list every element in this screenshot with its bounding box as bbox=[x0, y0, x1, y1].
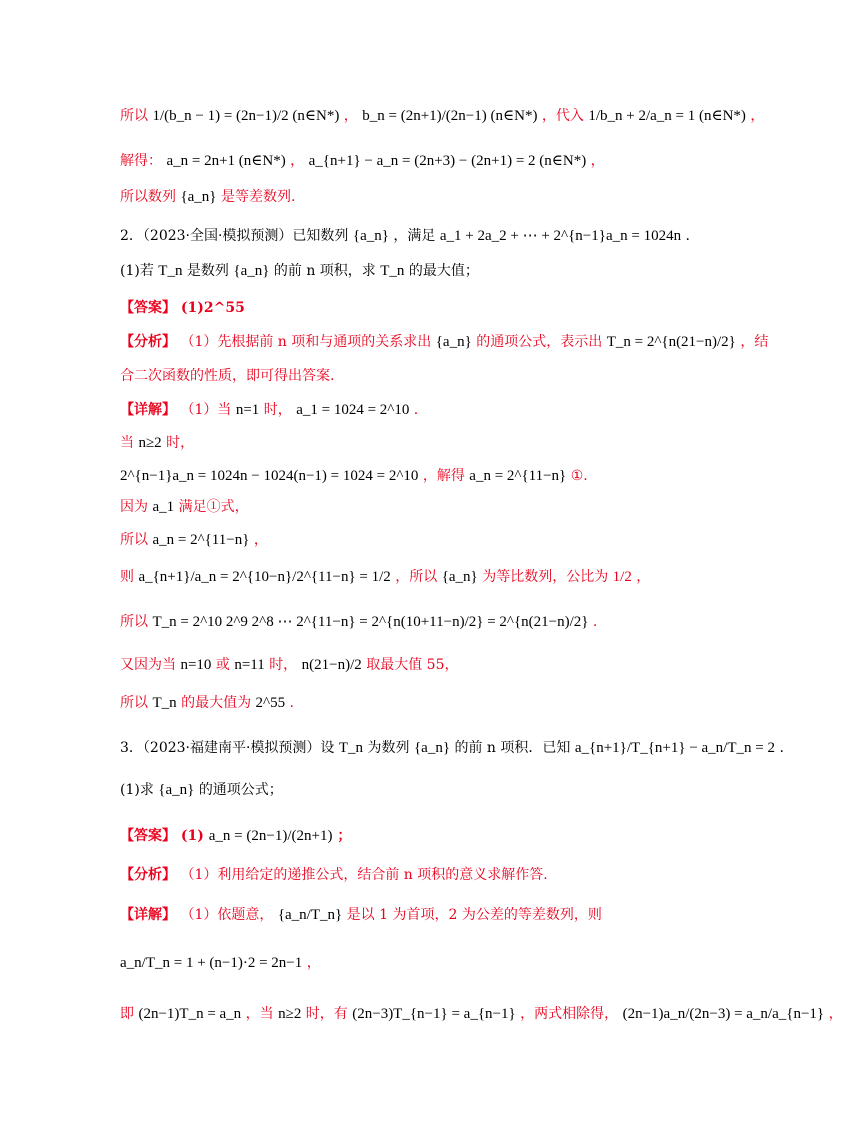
detail-q2-line-6: 则 a_{n+1}/a_n = 2^{10−n}/2^{11−n} = 1/2 ，所以 {a_n} 为等比数列，公比为 1/2 ， bbox=[120, 569, 651, 585]
formula-reciprocal-bn: 1/(b_n − 1) = (2n−1)/2 (n∈N*) bbox=[152, 108, 340, 124]
detail-q2-line-7: 所以 T_n = 2^10 2^9 2^8 ⋯ 2^{11−n} = 2^{n(10+11−n)/2} = 2^{n(21−n)/2} . bbox=[120, 614, 598, 630]
formula-seq: {a_n} bbox=[352, 228, 389, 244]
solution-line-2: 解得： a_n = 2n+1 (n∈N*) ， a_{n+1} − a_n = (2n+3) − (2n+1) = 2 (n∈N*) ， bbox=[120, 153, 605, 169]
detail-q2-line-9: 所以 T_n 的最大值为 2^55 . bbox=[120, 695, 294, 711]
analysis-label: 【分析】 bbox=[120, 867, 176, 883]
detail-q3-line-3: 即 (2n−1)T_n = a_n ，当 n≥2 时，有 (2n−3)T_{n−1} = a_{n−1} ，两式相除得， (2n−1)a_n/(2n−3) = a_n/a_{n−1} ， bbox=[120, 1006, 843, 1022]
detail-q3-line-2: a_n/T_n = 1 + (n−1)·2 = 2n−1 ， bbox=[120, 955, 321, 971]
answer-q3: 【答案】 (1) a_n = (2n−1)/(2n+1) ； bbox=[120, 828, 352, 844]
question-3-part-1: (1)求 {a_n} 的通项公式； bbox=[120, 782, 283, 798]
detail-q3-line-1: 【详解】 （1）依题意， {a_n/T_n} 是以 1 为首项，2 为公差的等差数列，则 bbox=[120, 907, 602, 923]
detail-q2-line-4: 因为 a_1 满足①式， bbox=[120, 499, 249, 515]
analysis-q3: 【分析】 （1）利用给定的递推公式，结合前 n 项积的意义求解作答. bbox=[120, 867, 548, 883]
detail-label: 【详解】 bbox=[120, 402, 176, 418]
formula-seq: {a_n} bbox=[180, 189, 217, 205]
formula-bn: b_n = (2n+1)/(2n−1) (n∈N*) bbox=[362, 108, 538, 124]
detail-q2-line-3: 2^{n−1}a_n = 1024n − 1024(n−1) = 1024 = 2^10 ，解得 a_n = 2^{11−n} ①. bbox=[120, 468, 588, 484]
formula-condition: a_1 + 2a_2 + ⋯ + 2^{n−1}a_n = 1024n bbox=[439, 228, 682, 244]
detail-q2-line-2: 当 n≥2 时， bbox=[120, 435, 195, 451]
answer-label: 【答案】 bbox=[120, 828, 176, 844]
formula-an: a_n = 2n+1 (n∈N*) bbox=[166, 153, 286, 169]
solution-line-1: 所以 1/(b_n − 1) = (2n−1)/2 (n∈N*) ， b_n = (2n+1)/(2n−1) (n∈N*) ，代入 1/b_n + 2/a_n = 1 (n∈N*) ， bbox=[120, 108, 765, 124]
formula-difference: a_{n+1} − a_n = (2n+3) − (2n+1) = 2 (n∈N*) bbox=[308, 153, 587, 169]
answer-q2: 【答案】 (1)2^55 bbox=[120, 300, 245, 316]
detail-q2-line-1: 【详解】 （1）当 n=1 时， a_1 = 1024 = 2^10 . bbox=[120, 402, 419, 418]
answer-label: 【答案】 bbox=[120, 300, 176, 316]
analysis-q2-line-1: 【分析】 （1）先根据前 n 项和与通项的关系求出 {a_n} 的通项公式，表示出 T_n = 2^{n(21−n)/2} ，结 bbox=[120, 334, 769, 350]
detail-q2-line-8: 又因为当 n=10 或 n=11 时， n(21−n)/2 取最大值 55， bbox=[120, 657, 459, 673]
solution-line-3: 所以数列 {a_n} 是等差数列. bbox=[120, 189, 296, 205]
detail-q2-line-5: 所以 a_n = 2^{11−n} ， bbox=[120, 532, 268, 548]
analysis-q2-line-2: 合二次函数的性质，即可得出答案. bbox=[120, 368, 335, 384]
formula-substitution: 1/b_n + 2/a_n = 1 (n∈N*) bbox=[588, 108, 746, 124]
detail-label: 【详解】 bbox=[120, 907, 176, 923]
question-3-stem: 3．（2023·福建南平·模拟预测）设 T_n 为数列 {a_n} 的前 n 项积．已知 a_{n+1}/T_{n+1} − a_n/T_n = 2 . bbox=[120, 740, 784, 756]
question-2-part-1: (1)若 T_n 是数列 {a_n} 的前 n 项积，求 T_n 的最大值； bbox=[120, 263, 479, 279]
question-2-stem: 2．（2023·全国·模拟预测）已知数列 {a_n} ，满足 a_1 + 2a_2 + ⋯ + 2^{n−1}a_n = 1024n . bbox=[120, 228, 690, 244]
analysis-label: 【分析】 bbox=[120, 334, 176, 350]
